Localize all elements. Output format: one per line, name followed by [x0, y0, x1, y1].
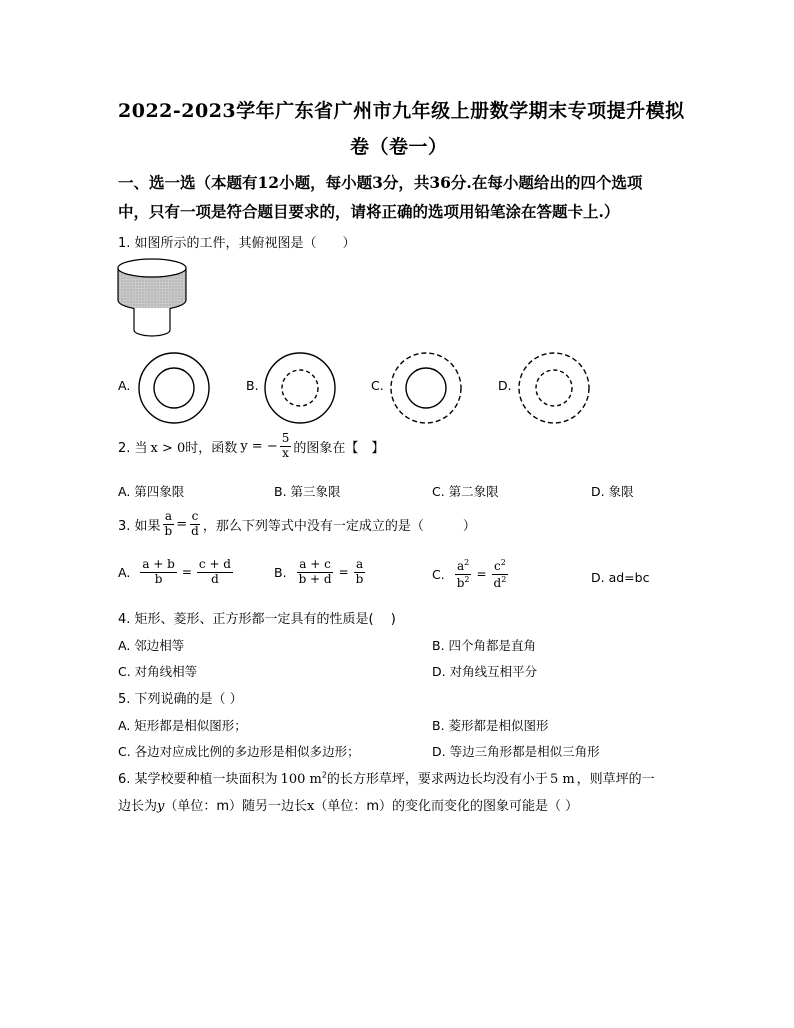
q3-option-a-label: A.: [118, 564, 131, 580]
q3-frac-ab-den: b: [164, 523, 173, 538]
q3-c-num2: c: [494, 559, 501, 573]
q5-option-c: C. 各边对应成比例的多边形是相似多边形；: [118, 744, 360, 759]
question-5-stem: 5. 下列说确的是（ ）: [118, 692, 243, 707]
q4-option-a: A. 邻边相等: [118, 638, 185, 653]
q3-a-num2: c + d: [198, 557, 231, 571]
q4-option-b: B. 四个角都是直角: [432, 638, 537, 653]
q3-a-den2: d: [211, 571, 219, 586]
q6-text-2c: （单位：m）随另一边长: [164, 799, 308, 814]
question-2-stem: [118, 432, 384, 461]
q3-b-num2: a: [355, 557, 364, 571]
q3-b-den1: b + d: [298, 571, 332, 586]
q2-option-c: C. 第二象限: [432, 484, 499, 499]
q3-option-c: C. $\frac{a^2}{b^2}$ = $\frac{c^2}{d^2}$: [432, 558, 507, 590]
q6-text-2a: 边长为: [118, 799, 158, 814]
question-3-stem: 3. 如果 $\frac{a}{b}$ = $\frac{c}{d}$ ，那么下列等式中没有一定成立的是（ ）: [118, 509, 476, 538]
workpiece-figure: [112, 256, 192, 340]
section-heading: 一、选一选（本题有12小题，每小题3分，共36分.在每小题给出的四个选项: [118, 173, 643, 192]
q2-option-b: B. 第三象限: [274, 484, 341, 499]
q6-text-1a: 6. 某学校要种植一块面积为: [118, 772, 278, 787]
q1-option-b-figure: [260, 348, 340, 428]
q2-fraction-denominator: x: [282, 445, 289, 460]
q6-text-1c: 的长方形草坪，要求两边长均没有小于: [326, 772, 548, 787]
q2-fraction: [280, 432, 292, 461]
page-title: 2022-2023学年广东省广州市九年级上册数学期末专项提升模拟: [118, 100, 685, 122]
q3-a-num1: a + b: [142, 557, 175, 571]
q5-option-a: A. 矩形都是相似图形；: [118, 718, 247, 733]
q5-option-d: D. 等边三角形都是相似三角形: [432, 744, 600, 759]
q5-option-b: B. 菱形都是相似图形: [432, 718, 549, 733]
q1-option-d-figure: [514, 348, 594, 428]
question-4-stem: 4. 矩形、菱形、正方形都一定具有的性质是( ): [118, 612, 396, 627]
q3-option-d: D. ad=bc: [591, 570, 650, 585]
q1-option-c-label: C.: [371, 378, 384, 393]
q3-option-b-label: B.: [274, 564, 287, 580]
q3-option-b: B. $\frac{a + c}{b + d}$ = $\frac{a}{b}$: [274, 557, 364, 586]
section-heading-line2: 中，只有一项是符合题目要求的，请将正确的选项用铅笔涂在答题卡上.）: [118, 202, 620, 221]
q3-frac-cd-num: c: [191, 509, 199, 523]
q6-text-1e: ，则草坪的一: [576, 772, 655, 787]
q3-c-den1: b: [456, 575, 465, 590]
q2-prefix: 2. 当: [118, 440, 148, 456]
q3-option-c-label: C.: [432, 566, 445, 582]
q6-var-y: y: [157, 799, 165, 814]
q1-option-c-figure: [386, 348, 466, 428]
q3-frac-cd: [189, 510, 201, 539]
q6-area: 100 m: [280, 772, 322, 787]
q3-frac-ab: [163, 510, 175, 539]
q3-frac-ab-num: a: [164, 509, 172, 523]
question-6-line1: 6. 某学校要种植一块面积为 100 $m^2$的长方形草坪，要求两边长均没有小于 5 m ，则草坪的一: [118, 770, 655, 787]
q4-option-c: C. 对角线相等: [118, 664, 198, 679]
q3-a-den1: b: [154, 571, 163, 586]
q2-condition: x > 0时，函数: [150, 440, 238, 456]
q2-function: y = −: [240, 438, 278, 454]
q2-option-d: D. 象限: [591, 484, 634, 499]
q3-prefix: 3. 如果: [118, 518, 161, 534]
q6-min-length: 5 m: [549, 772, 575, 787]
q2-suffix: 的图象在【 】: [293, 440, 385, 456]
q6-var-x: x: [307, 799, 315, 814]
q6-text-2e: （单位：m）的变化而变化的图象可能是（ ）: [314, 799, 579, 814]
q2-fraction-numerator: 5: [281, 431, 290, 445]
q1-option-d-label: D.: [498, 378, 512, 393]
page-title-line2: 卷（卷一）: [350, 136, 448, 158]
q3-suffix: ，那么下列等式中没有一定成立的是（ ）: [202, 518, 476, 534]
q1-option-a-label: A.: [118, 378, 131, 393]
question-6-line2: [118, 795, 578, 814]
q3-c-den2: d: [493, 575, 502, 590]
q1-option-b-label: B.: [246, 378, 259, 393]
q3-b-den2: b: [355, 571, 364, 586]
question-1-stem: 1. 如图所示的工件，其俯视图是（ ）: [118, 236, 356, 251]
q3-option-a: A. $\frac{a + b}{b}$ = $\frac{c + d}{d}$: [118, 557, 231, 586]
q2-option-a: A. 第四象限: [118, 484, 185, 499]
q3-frac-cd-den: d: [191, 523, 199, 538]
q1-option-a-figure: [134, 348, 214, 428]
q3-c-num1: a: [456, 559, 465, 573]
q4-option-d: D. 对角线互相平分: [432, 664, 538, 679]
q3-b-num1: a + c: [299, 557, 331, 571]
